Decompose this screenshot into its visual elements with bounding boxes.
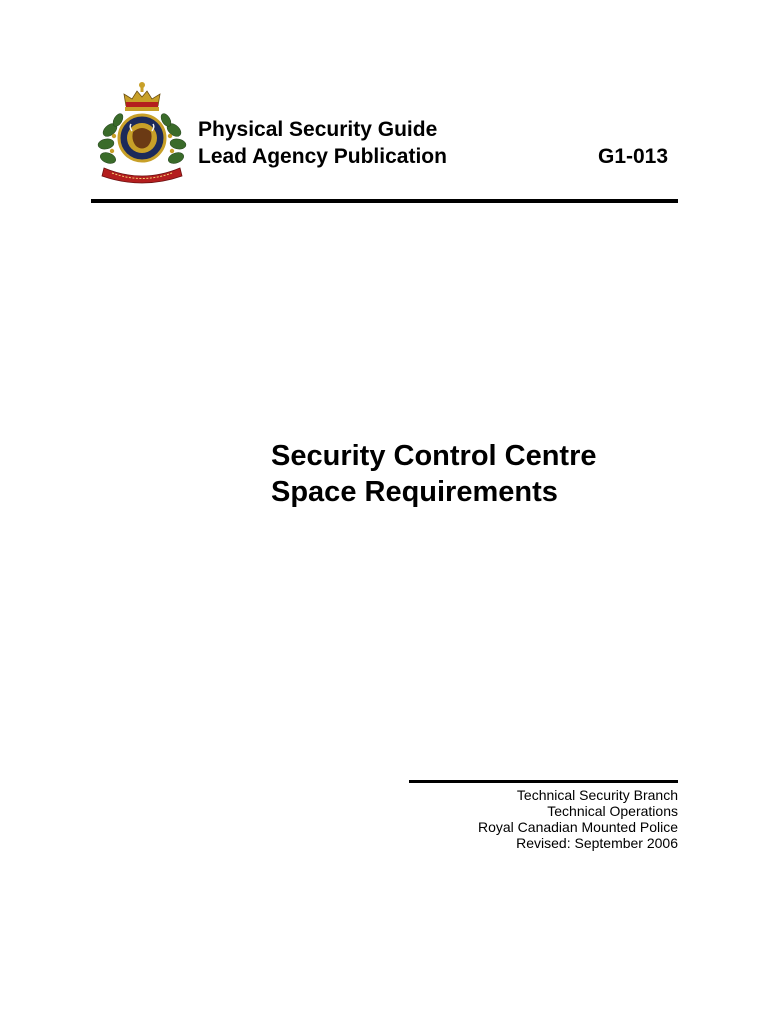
document-code: G1-013 (598, 145, 669, 168)
revision-date: Revised: September 2006 (516, 835, 678, 851)
header-divider (91, 199, 678, 203)
document-title-line1: Security Control Centre (271, 440, 597, 472)
publisher-block (409, 787, 678, 851)
publisher-branch: Technical Security Branch (516, 787, 678, 803)
publisher-division: Technical Operations (547, 803, 678, 819)
publication-type: Lead Agency Publication (198, 145, 447, 168)
publisher-organization: Royal Canadian Mounted Police (477, 819, 678, 835)
guide-title: Physical Security Guide (198, 118, 438, 141)
footer-divider (409, 780, 678, 783)
rcmp-crest-icon (96, 80, 188, 186)
document-title-line2: Space Requirements (271, 476, 558, 508)
